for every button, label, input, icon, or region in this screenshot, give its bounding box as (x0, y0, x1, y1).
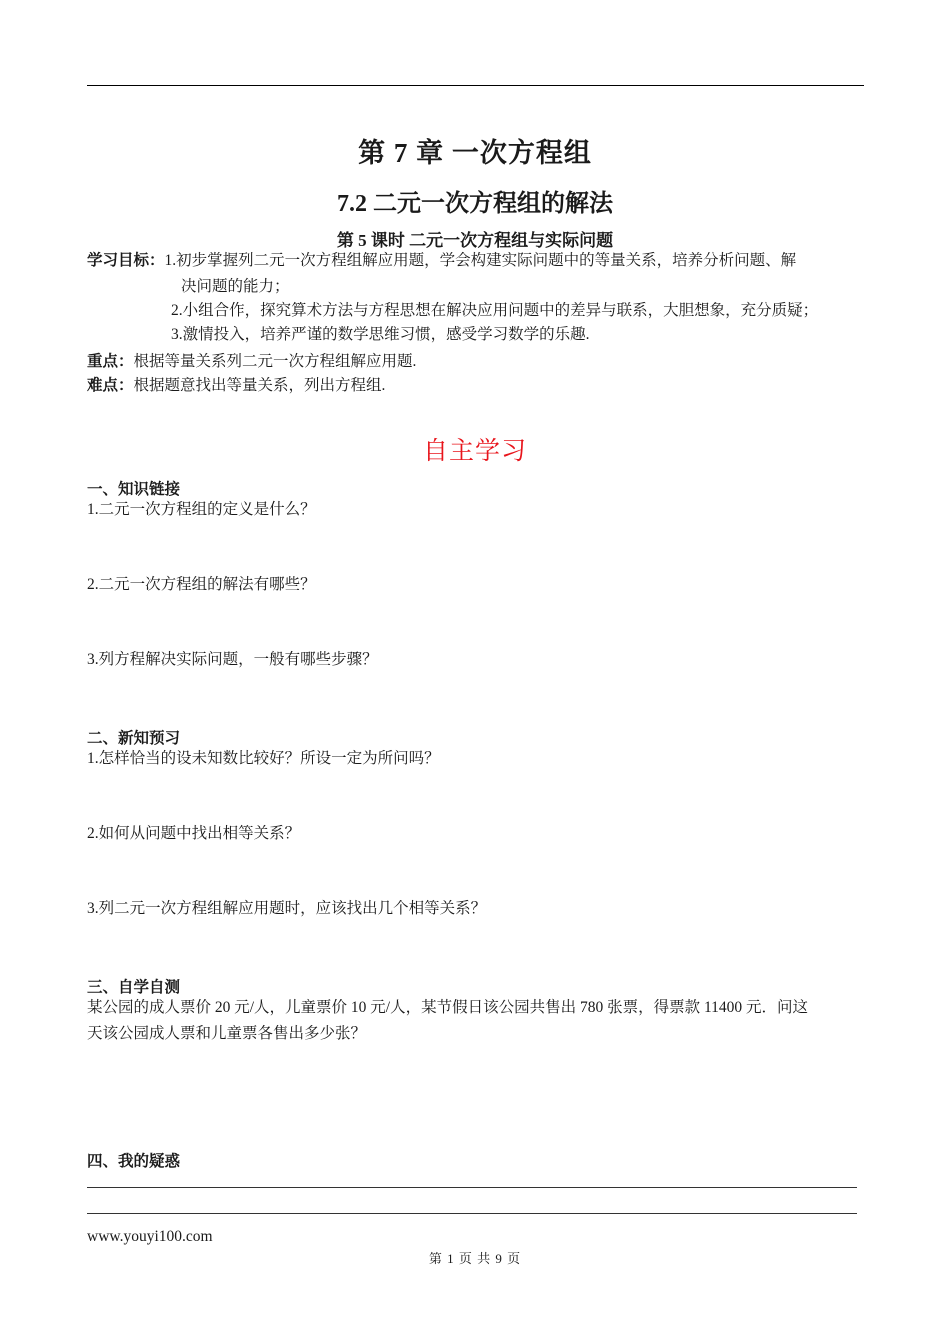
section-title: 7.2 二元一次方程组的解法 (337, 191, 613, 217)
part1-heading: 一、知识链接 (87, 481, 181, 498)
page-number: 第 1 页 共 9 页 (428, 1251, 522, 1266)
difficulty-label: 难点： (87, 377, 134, 394)
objective-2: 2.小组合作，探究算术方法与方程思想在解决应用问题中的差异与联系，大胆想象，充分质疑； (171, 302, 819, 319)
part3-problem-line-2: 天该公园成人票和儿童票各售出多少张？ (87, 1025, 367, 1042)
lesson-title: 第 5 课时 二元一次方程组与实际问题 (336, 231, 614, 250)
key-point-text: 根据等量关系列二元一次方程组解应用题. (133, 353, 417, 370)
header-rule (87, 85, 864, 86)
objectives-label: 学习目标： (87, 252, 165, 269)
objectives-line-1 (87, 251, 796, 271)
part2-question-1: 1.怎样恰当的设未知数比较好？所设一定为所问吗？ (87, 750, 440, 767)
difficulty (87, 376, 385, 396)
part2-heading: 二、新知预习 (87, 730, 181, 747)
part2-question-3: 3.列二元一次方程组解应用题时，应该找出几个相等关系？ (87, 900, 487, 917)
part2-question-2: 2.如何从问题中找出相等关系？ (87, 825, 301, 842)
key-point (87, 352, 416, 372)
chapter-title: 第 7 章 一次方程组 (358, 138, 592, 168)
objective-1-continued: 决问题的能力； (181, 278, 290, 295)
answer-line-1 (87, 1187, 857, 1188)
part1-question-3: 3.列方程解决实际问题，一般有哪些步骤？ (87, 651, 378, 668)
part3-heading: 三、自学自测 (87, 979, 181, 996)
part1-question-2: 2.二元一次方程组的解法有哪些？ (87, 576, 316, 593)
answer-line-2 (87, 1213, 857, 1214)
part3-problem-line-1: 某公园的成人票价 20 元/人，儿童票价 10 元/人，某节假日该公园共售出 780 张票，得票款 11400 元．问这 (87, 999, 809, 1016)
part1-question-1: 1.二元一次方程组的定义是什么？ (87, 501, 316, 518)
key-point-label: 重点： (87, 353, 134, 370)
footer-url: www.youyi100.com (87, 1228, 213, 1245)
self-study-banner: 自主学习 (422, 436, 527, 465)
objective-3: 3.激情投入，培养严谨的数学思维习惯，感受学习数学的乐趣. (171, 326, 590, 343)
part4-heading: 四、我的疑惑 (87, 1153, 181, 1170)
objective-1: 1.初步掌握列二元一次方程组解应用题，学会构建实际问题中的等量关系，培养分析问题、解 (164, 252, 797, 269)
difficulty-text: 根据题意找出等量关系，列出方程组. (133, 377, 386, 394)
